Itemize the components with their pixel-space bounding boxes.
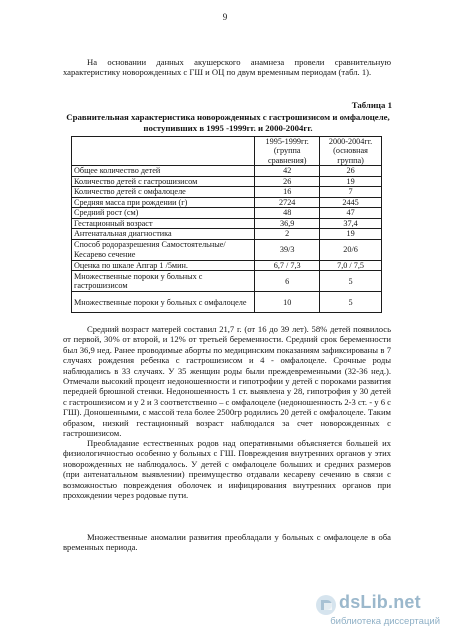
row-label: Способ родоразрешения Самостоятельные/Кесарево сечение: [72, 239, 255, 260]
body-paragraph-delivery: Преобладание естественных родов над оперативными объясняется большей их физиологичностью особенно у больных с ГШ. Повреждения внутренних органов у этих новорожденных не наблюдалось. У детей с омфалоцеле больших и средних размеров (при антенатальном выявлении) преимущество отдавали кесареву сечению в связи с возможностью повреждения оболочек и инфицирования внутренних органов при прохождении через родовые пути.: [63, 438, 391, 501]
header-period-1-group: (группа сравнения): [267, 146, 307, 165]
table-row: [72, 187, 382, 198]
header-period-2-years: 2000-2004гг.: [328, 137, 373, 146]
comparison-table: [71, 136, 382, 313]
header-period-2-group: (основная группа): [333, 146, 368, 165]
table-row: [72, 208, 382, 219]
row-value-period-1: 48: [255, 208, 320, 219]
table-row: [72, 176, 382, 187]
row-label: Количество детей с омфалоцеле: [72, 187, 255, 198]
row-value-period-2: 7,0 / 7,5: [320, 260, 382, 271]
row-value-period-2: 5: [320, 271, 382, 292]
row-value-period-1: 26: [255, 176, 320, 187]
table-row: [72, 197, 382, 208]
row-label: Гестационный возраст: [72, 218, 255, 229]
row-value-period-1: 6,7 / 7,3: [255, 260, 320, 271]
row-value-period-1: 2: [255, 229, 320, 240]
row-value-period-1: 10: [255, 292, 320, 313]
table-row: [72, 292, 382, 313]
header-period-2: [320, 137, 382, 166]
table-row: [72, 271, 382, 292]
header-period-1-years: 1995-1999гг.: [265, 137, 309, 146]
row-label: Средняя масса при рождении (г): [72, 197, 255, 208]
row-value-period-1: 16: [255, 187, 320, 198]
table-header-row: [72, 137, 382, 166]
row-label: Множественные пороки у больных с омфалоцеле: [72, 292, 255, 313]
body-paragraph-maternal-age: Средний возраст матерей составил 21,7 г. (от 16 до 39 лет). 58% детей появилось от первой, 30% от второй, и 12% от третьей беременности. Средний срок беременности был 36,9 нед. Ранее проводимые аборты по медицинским показаниям зафиксированы в 7 случаях рождения ребенка с гастрошизисом и 4 - омфалоцеле. Срочные роды наблюдались в 33 случаях. У 35 женщин роды были преждевременными (32-36 нед.). Отмечали высокий процент недоношенности и гипотрофии у детей с пороками развития передней брюшной стенки. Недоношенность 1 ст. выявлена у 28, гипотрофия у 30 детей с гастрошизисом и у 2 и 3 соответственно – с омфалоцеле (недоношенность 2-3 ст. - у 6 с ГШ). Доношенными, с массой тела более 2500гр родились 20 детей с омфалоцеле. Таким образом, низкий гестационный возраст наблюдался за счет новорожденных с гастрошизисом.: [63, 324, 391, 439]
row-value-period-2: 37,4: [320, 218, 382, 229]
watermark-brand: dsLib.net: [339, 592, 421, 612]
row-value-period-2: 2445: [320, 197, 382, 208]
row-label: Оценка по шкале Апгар 1 /5мин.: [72, 260, 255, 271]
row-value-period-2: 7: [320, 187, 382, 198]
table-title: Сравнительная характеристика новорожденных с гастрошизисом и омфалоцеле, поступивших в 1995 -1999гг. и 2000-2004гг.: [66, 112, 390, 133]
table-row: [72, 166, 382, 177]
dslib-logo-icon: [315, 594, 337, 616]
row-label: Множественные пороки у больных с гастрошизисом: [72, 271, 255, 292]
header-empty-cell: [72, 137, 255, 166]
row-value-period-2: 20/6: [320, 239, 382, 260]
row-value-period-2: 19: [320, 229, 382, 240]
table-row: [72, 218, 382, 229]
row-label: Общее количество детей: [72, 166, 255, 177]
dslib-watermark: [315, 592, 440, 632]
row-value-period-1: 39/3: [255, 239, 320, 260]
row-value-period-2: 47: [320, 208, 382, 219]
row-value-period-2: 26: [320, 166, 382, 177]
table-row: [72, 229, 382, 240]
watermark-subtitle: библиотека диссертаций: [330, 616, 440, 627]
body-paragraph-anomalies: Множественные аномалии развития преобладали у больных с омфалоцеле в оба временных периода.: [63, 532, 391, 553]
table-row: [72, 239, 382, 260]
intro-paragraph: На основании данных акушерского анамнеза провели сравнительную характеристику новорожденных с ГШ и ОЦ по двум временным периодам (табл. 1).: [63, 57, 391, 78]
row-label: Антенатальная диагностика: [72, 229, 255, 240]
row-value-period-1: 42: [255, 166, 320, 177]
table-label: Таблица 1: [351, 100, 392, 110]
row-value-period-1: 2724: [255, 197, 320, 208]
row-value-period-2: 19: [320, 176, 382, 187]
table-row: [72, 260, 382, 271]
row-value-period-1: 6: [255, 271, 320, 292]
row-value-period-2: 5: [320, 292, 382, 313]
header-period-1: [255, 137, 320, 166]
row-label: Количество детей с гастрошизисом: [72, 176, 255, 187]
row-value-period-1: 36,9: [255, 218, 320, 229]
row-label: Средний рост (см): [72, 208, 255, 219]
page-number: 9: [222, 12, 228, 22]
